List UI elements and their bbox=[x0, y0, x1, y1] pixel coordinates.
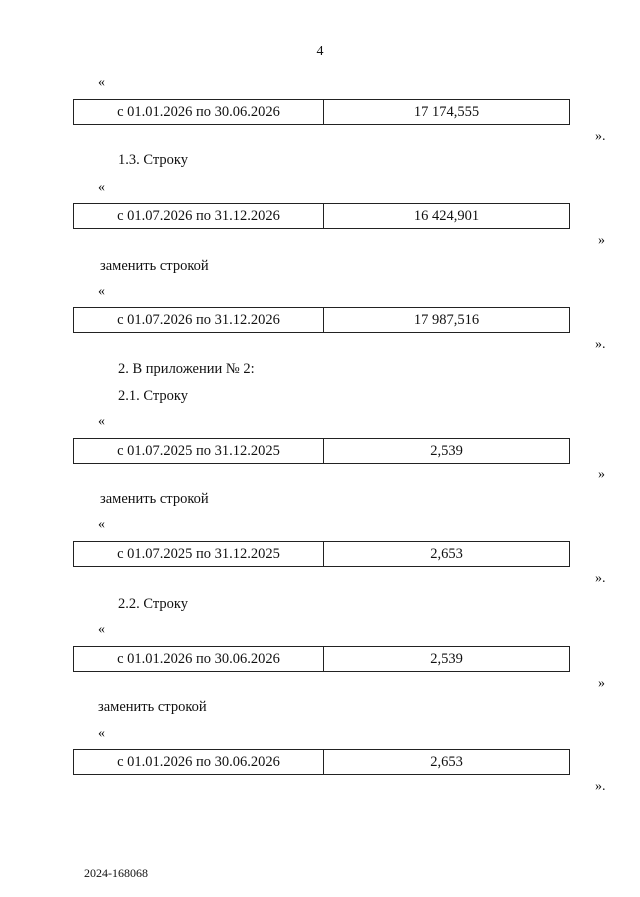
clause-heading: 1.3. Строку bbox=[118, 152, 188, 168]
period-cell: с 01.01.2026 по 30.06.2026 bbox=[74, 100, 324, 124]
close-quote: » bbox=[598, 467, 605, 482]
page-number: 4 bbox=[316, 44, 324, 59]
section-heading: 2. В приложении № 2: bbox=[118, 361, 255, 377]
open-quote: « bbox=[98, 414, 105, 429]
replace-label: заменить строкой bbox=[98, 699, 207, 715]
value-cell: 2,539 bbox=[430, 442, 463, 459]
value-cell: 2,539 bbox=[430, 650, 463, 667]
open-quote: « bbox=[98, 517, 105, 532]
period-cell: с 01.07.2025 по 31.12.2025 bbox=[74, 542, 324, 566]
table-row bbox=[73, 203, 570, 229]
close-quote: ». bbox=[595, 337, 606, 352]
table-row bbox=[73, 99, 570, 125]
value-cell: 2,653 bbox=[430, 545, 463, 562]
document-number: 2024-168068 bbox=[84, 866, 148, 880]
open-quote: « bbox=[98, 622, 105, 637]
value-cell: 2,653 bbox=[430, 753, 463, 770]
close-quote: ». bbox=[595, 571, 606, 586]
period-cell: с 01.07.2026 по 31.12.2026 bbox=[74, 204, 324, 228]
clause-heading: 2.2. Строку bbox=[118, 596, 188, 612]
replace-label: заменить строкой bbox=[100, 491, 209, 507]
close-quote: ». bbox=[595, 129, 606, 144]
open-quote: « bbox=[98, 726, 105, 741]
table-row bbox=[73, 541, 570, 567]
open-quote: « bbox=[98, 180, 105, 195]
table-row bbox=[73, 307, 570, 333]
period-cell: с 01.07.2025 по 31.12.2025 bbox=[74, 439, 324, 463]
open-quote: « bbox=[98, 284, 105, 299]
close-quote: » bbox=[598, 676, 605, 691]
value-cell: 16 424,901 bbox=[413, 207, 480, 224]
clause-heading: 2.1. Строку bbox=[118, 388, 188, 404]
table-row bbox=[73, 438, 570, 464]
close-quote: » bbox=[598, 233, 605, 248]
period-cell: с 01.07.2026 по 31.12.2026 bbox=[74, 308, 324, 332]
close-quote: ». bbox=[595, 779, 606, 794]
table-row bbox=[73, 749, 570, 775]
open-quote: « bbox=[98, 75, 105, 90]
period-cell: с 01.01.2026 по 30.06.2026 bbox=[74, 750, 324, 774]
replace-label: заменить строкой bbox=[100, 258, 209, 274]
value-cell: 17 174,555 bbox=[413, 103, 480, 120]
period-cell: с 01.01.2026 по 30.06.2026 bbox=[74, 647, 324, 671]
value-cell: 17 987,516 bbox=[413, 311, 480, 328]
table-row bbox=[73, 646, 570, 672]
